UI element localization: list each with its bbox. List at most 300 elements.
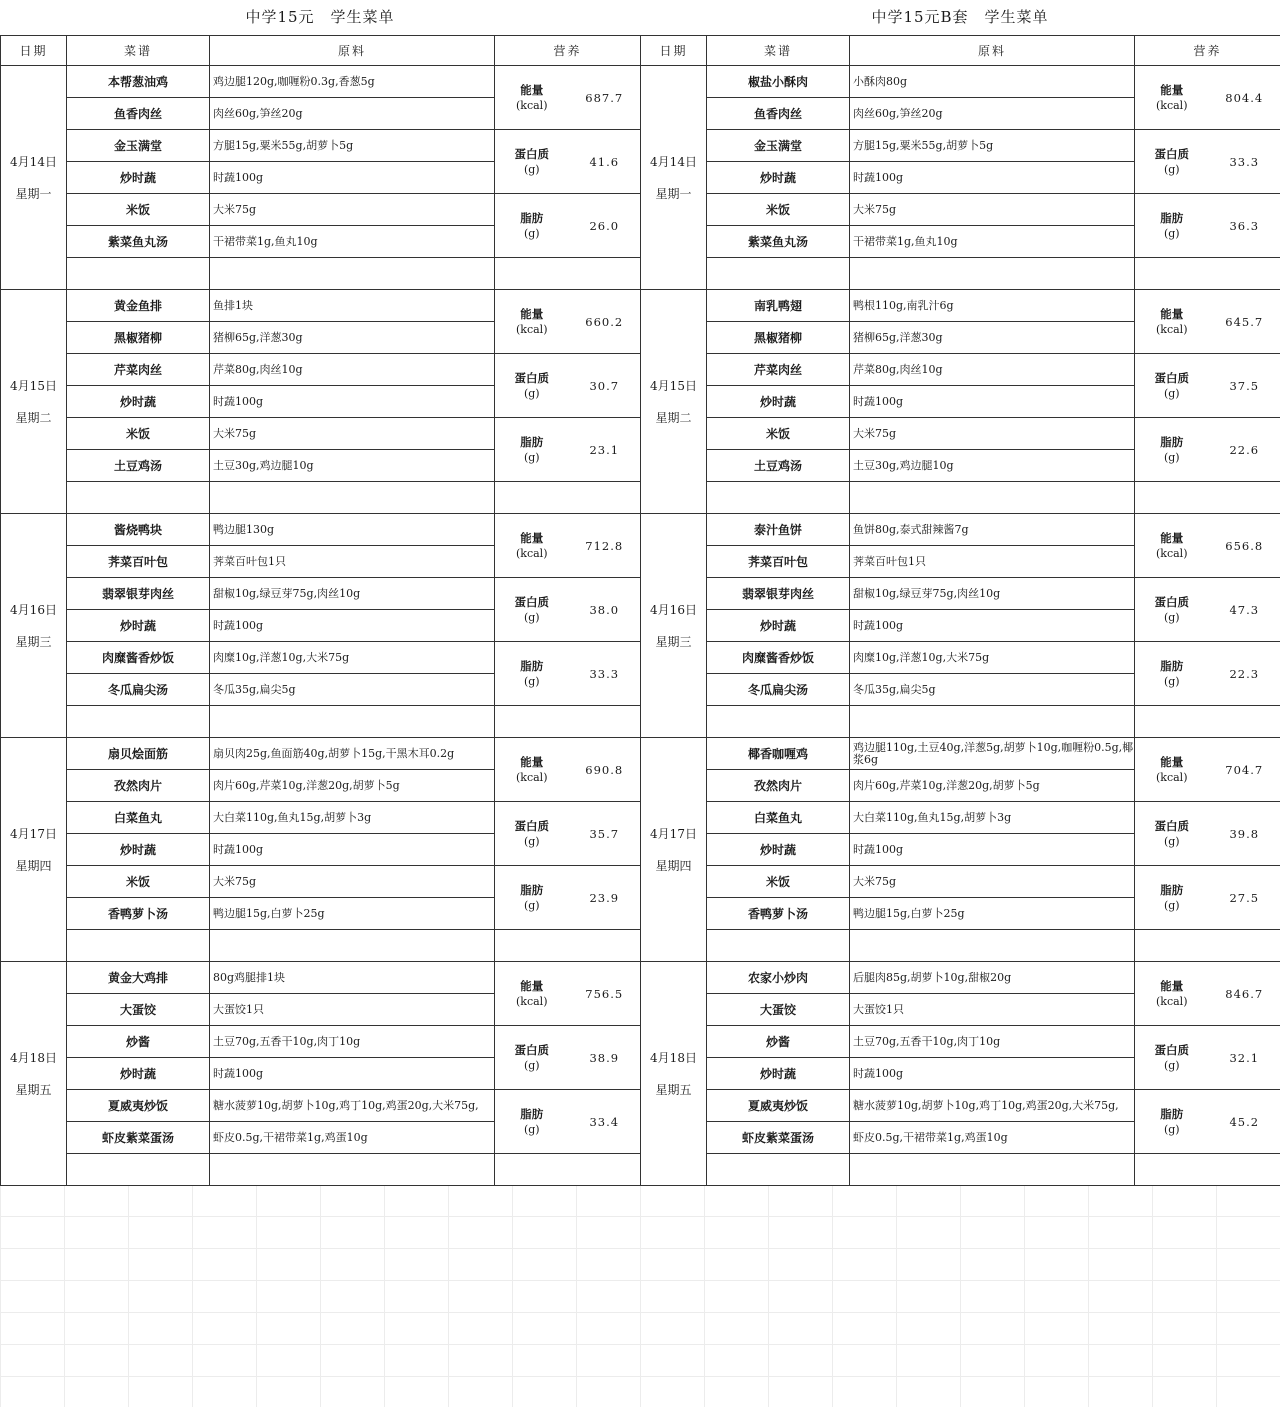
- table-row: [641, 290, 1280, 322]
- nutrition-value-energy: 656.8: [1209, 514, 1280, 578]
- nutrition-unit: (kcal): [1156, 994, 1188, 1008]
- header-dish: 菜谱: [67, 36, 210, 66]
- nutrition-unit: (kcal): [1156, 98, 1188, 112]
- dish-name: 炒时蔬: [707, 610, 850, 642]
- nutrition-value-protein: 32.1: [1209, 1026, 1280, 1090]
- dish-name: 虾皮紫菜蛋汤: [707, 1122, 850, 1154]
- dish-name: 鱼香肉丝: [707, 98, 850, 130]
- dish-ingredients: 大蛋饺1只: [850, 994, 1135, 1026]
- dish-name: 米饭: [707, 418, 850, 450]
- dish-name: 土豆鸡汤: [67, 450, 210, 482]
- dish-name: 炒时蔬: [67, 386, 210, 418]
- nutrition-unit: (g): [523, 1122, 540, 1136]
- nutrition-unit: (kcal): [516, 322, 548, 336]
- date: 4月16日: [650, 602, 697, 617]
- table-row: [641, 802, 1280, 834]
- dish-name: 芹菜肉丝: [707, 354, 850, 386]
- dish-ingredients: 冬瓜35g,扁尖5g: [850, 674, 1135, 706]
- dish-ingredients: 大米75g: [210, 418, 495, 450]
- nutrition-value-energy: 846.7: [1209, 962, 1280, 1026]
- dish-ingredients: 时蔬100g: [850, 162, 1135, 194]
- nutrition-value-fat: 36.3: [1209, 194, 1280, 258]
- header-ingredients: 原料: [850, 36, 1135, 66]
- empty-cell: [1135, 482, 1280, 514]
- dish-name: 米饭: [67, 866, 210, 898]
- dish-name: 金玉满堂: [67, 130, 210, 162]
- nutrition-value-fat: 26.0: [569, 194, 641, 258]
- menu-title: 中学15元 学生菜单: [0, 0, 640, 35]
- empty-cell: [707, 706, 850, 738]
- table-row: [641, 706, 1280, 738]
- dish-ingredients: 芹菜80g,肉丝10g: [850, 354, 1135, 386]
- nutrition-label-protein: [1135, 1026, 1209, 1090]
- header-dish: 菜谱: [707, 36, 850, 66]
- dish-ingredients: 干裙带菜1g,鱼丸10g: [850, 226, 1135, 258]
- nutrition-value-protein: 38.9: [569, 1026, 641, 1090]
- weekday: 星期四: [15, 858, 52, 873]
- table-row: [641, 482, 1280, 514]
- dish-name: 紫菜鱼丸汤: [67, 226, 210, 258]
- table-row: [641, 514, 1280, 546]
- nutrition-label-energy: [495, 514, 569, 578]
- menu-table: [0, 35, 641, 1186]
- date-cell: [1, 290, 67, 514]
- nutrition-name: 脂肪: [520, 434, 544, 449]
- empty-cell: [210, 1154, 495, 1186]
- nutrition-value-protein: 37.5: [1209, 354, 1280, 418]
- dish-name: 南乳鸭翅: [707, 290, 850, 322]
- table-row: [1, 418, 641, 450]
- nutrition-name: 能量: [1160, 306, 1184, 321]
- nutrition-value-protein: 41.6: [569, 130, 641, 194]
- empty-cell: [67, 706, 210, 738]
- nutrition-label-protein: [1135, 130, 1209, 194]
- nutrition-value-fat: 23.1: [569, 418, 641, 482]
- nutrition-name: 蛋白质: [514, 594, 549, 609]
- table-row: [641, 642, 1280, 674]
- menu-right: [640, 0, 1280, 1186]
- nutrition-name: 脂肪: [520, 210, 544, 225]
- nutrition-label-protein: [1135, 578, 1209, 642]
- table-row: [641, 1154, 1280, 1186]
- dish-name: 炒酱: [67, 1026, 210, 1058]
- table-row: [1, 738, 641, 770]
- dish-ingredients: 冬瓜35g,扁尖5g: [210, 674, 495, 706]
- dish-name: 夏威夷炒饭: [707, 1090, 850, 1122]
- nutrition-name: 脂肪: [1160, 1106, 1184, 1121]
- nutrition-value-energy: 804.4: [1209, 66, 1280, 130]
- table-row: [1, 930, 641, 962]
- nutrition-label-fat: [1135, 866, 1209, 930]
- dish-ingredients: 虾皮0.5g,干裙带菜1g,鸡蛋10g: [210, 1122, 495, 1154]
- menu-title: 中学15元B套 学生菜单: [640, 0, 1280, 35]
- empty-cell: [1135, 258, 1280, 290]
- menu-left: [0, 0, 640, 1186]
- nutrition-label-fat: [1135, 642, 1209, 706]
- nutrition-value-energy: 712.8: [569, 514, 641, 578]
- nutrition-value-protein: 33.3: [1209, 130, 1280, 194]
- date-cell: [1, 514, 67, 738]
- empty-cell: [1135, 1154, 1280, 1186]
- nutrition-label-fat: [495, 418, 569, 482]
- date-cell: [641, 514, 707, 738]
- nutrition-unit: (kcal): [516, 994, 548, 1008]
- date-cell: [1, 738, 67, 962]
- header-nutrition: 营养: [495, 36, 641, 66]
- header-nutrition: 营养: [1135, 36, 1280, 66]
- table-row: [641, 258, 1280, 290]
- dish-ingredients: 鸡边腿120g,咖喱粉0.3g,香葱5g: [210, 66, 495, 98]
- empty-cell: [67, 930, 210, 962]
- date: 4月18日: [10, 1050, 57, 1065]
- nutrition-name: 脂肪: [520, 1106, 544, 1121]
- dish-name: 荠菜百叶包: [67, 546, 210, 578]
- empty-cell: [850, 706, 1135, 738]
- dish-name: 酱烧鸭块: [67, 514, 210, 546]
- nutrition-label-energy: [495, 66, 569, 130]
- dish-name: 冬瓜扁尖汤: [707, 674, 850, 706]
- nutrition-name: 蛋白质: [514, 370, 549, 385]
- dish-ingredients: 大蛋饺1只: [210, 994, 495, 1026]
- dish-name: 鱼香肉丝: [67, 98, 210, 130]
- nutrition-unit: (g): [1163, 162, 1180, 176]
- dish-name: 孜然肉片: [67, 770, 210, 802]
- weekday: 星期三: [655, 634, 692, 649]
- table-row: [1, 578, 641, 610]
- nutrition-name: 能量: [520, 978, 544, 993]
- table-row: [1, 130, 641, 162]
- menu-body: [1, 66, 641, 1186]
- empty-cell: [210, 258, 495, 290]
- nutrition-value-energy: 645.7: [1209, 290, 1280, 354]
- dish-ingredients: 土豆70g,五香干10g,肉丁10g: [210, 1026, 495, 1058]
- dish-name: 炒时蔬: [707, 834, 850, 866]
- weekday: 星期二: [15, 410, 52, 425]
- dish-ingredients: 甜椒10g,绿豆芽75g,肉丝10g: [850, 578, 1135, 610]
- dish-ingredients: 大米75g: [850, 418, 1135, 450]
- dish-name: 白菜鱼丸: [707, 802, 850, 834]
- dish-name: 荠菜百叶包: [707, 546, 850, 578]
- nutrition-label-fat: [1135, 194, 1209, 258]
- nutrition-unit: (kcal): [516, 98, 548, 112]
- empty-cell: [495, 930, 641, 962]
- table-row: [641, 66, 1280, 98]
- nutrition-unit: (g): [523, 674, 540, 688]
- dish-ingredients: 荠菜百叶包1只: [850, 546, 1135, 578]
- nutrition-value-protein: 30.7: [569, 354, 641, 418]
- weekday: 星期一: [15, 186, 52, 201]
- dish-ingredients: 鸭边腿15g,白萝卜25g: [850, 898, 1135, 930]
- nutrition-label-fat: [1135, 418, 1209, 482]
- dish-ingredients: 后腿肉85g,胡萝卜10g,甜椒20g: [850, 962, 1135, 994]
- nutrition-unit: (g): [523, 450, 540, 464]
- header-ingredients: 原料: [210, 36, 495, 66]
- table-row: [1, 962, 641, 994]
- nutrition-value-fat: 22.6: [1209, 418, 1280, 482]
- dish-name: 椰香咖喱鸡: [707, 738, 850, 770]
- dish-ingredients: 肉糜10g,洋葱10g,大米75g: [850, 642, 1135, 674]
- dish-ingredients: 猪柳65g,洋葱30g: [850, 322, 1135, 354]
- nutrition-name: 脂肪: [1160, 210, 1184, 225]
- menu-table: [640, 35, 1280, 1186]
- nutrition-name: 脂肪: [520, 882, 544, 897]
- dish-name: 土豆鸡汤: [707, 450, 850, 482]
- empty-cell: [67, 258, 210, 290]
- dish-ingredients: 甜椒10g,绿豆芽75g,肉丝10g: [210, 578, 495, 610]
- nutrition-name: 蛋白质: [1154, 594, 1189, 609]
- table-row: [1, 482, 641, 514]
- empty-cell: [850, 930, 1135, 962]
- dish-ingredients: 时蔬100g: [210, 834, 495, 866]
- nutrition-value-protein: 47.3: [1209, 578, 1280, 642]
- dish-ingredients: 鱼饼80g,泰式甜辣酱7g: [850, 514, 1135, 546]
- table-row: [641, 578, 1280, 610]
- nutrition-unit: (kcal): [1156, 322, 1188, 336]
- nutrition-value-protein: 38.0: [569, 578, 641, 642]
- nutrition-unit: (g): [1163, 226, 1180, 240]
- nutrition-label-protein: [1135, 354, 1209, 418]
- nutrition-value-fat: 23.9: [569, 866, 641, 930]
- header-date: 日期: [641, 36, 707, 66]
- dish-name: 米饭: [707, 866, 850, 898]
- empty-cell: [67, 1154, 210, 1186]
- nutrition-value-protein: 39.8: [1209, 802, 1280, 866]
- table-row: [1, 66, 641, 98]
- nutrition-value-energy: 660.2: [569, 290, 641, 354]
- dish-name: 炒时蔬: [67, 1058, 210, 1090]
- weekday: 星期二: [655, 410, 692, 425]
- table-row: [1, 706, 641, 738]
- dish-ingredients: 时蔬100g: [850, 1058, 1135, 1090]
- dish-name: 白菜鱼丸: [67, 802, 210, 834]
- nutrition-label-protein: [495, 802, 569, 866]
- weekday: 星期五: [15, 1082, 52, 1097]
- dish-name: 冬瓜扁尖汤: [67, 674, 210, 706]
- dish-ingredients: 时蔬100g: [210, 1058, 495, 1090]
- nutrition-value-fat: 33.4: [569, 1090, 641, 1154]
- nutrition-label-protein: [495, 354, 569, 418]
- dish-name: 黑椒猪柳: [707, 322, 850, 354]
- nutrition-value-protein: 35.7: [569, 802, 641, 866]
- table-row: [641, 962, 1280, 994]
- date: 4月14日: [650, 154, 697, 169]
- dish-ingredients: 大米75g: [850, 866, 1135, 898]
- dish-ingredients: 时蔬100g: [850, 386, 1135, 418]
- table-row: [1, 866, 641, 898]
- table-row: [641, 194, 1280, 226]
- dish-ingredients: 方腿15g,粟米55g,胡萝卜5g: [210, 130, 495, 162]
- dish-ingredients: 方腿15g,粟米55g,胡萝卜5g: [850, 130, 1135, 162]
- nutrition-unit: (g): [1163, 834, 1180, 848]
- nutrition-value-energy: 687.7: [569, 66, 641, 130]
- dish-ingredients: 荠菜百叶包1只: [210, 546, 495, 578]
- empty-cell: [850, 482, 1135, 514]
- dish-ingredients: 鸭边腿15g,白萝卜25g: [210, 898, 495, 930]
- date-cell: [1, 962, 67, 1186]
- nutrition-name: 脂肪: [1160, 434, 1184, 449]
- nutrition-name: 蛋白质: [1154, 818, 1189, 833]
- dish-name: 翡翠银芽肉丝: [67, 578, 210, 610]
- dish-ingredients: 时蔬100g: [850, 610, 1135, 642]
- nutrition-unit: (kcal): [516, 770, 548, 784]
- dish-name: 农家小炒肉: [707, 962, 850, 994]
- nutrition-unit: (g): [523, 1058, 540, 1072]
- dish-ingredients: 糖水菠萝10g,胡萝卜10g,鸡丁10g,鸡蛋20g,大米75g,: [850, 1090, 1135, 1122]
- dish-ingredients: 鸭根110g,南乳汁6g: [850, 290, 1135, 322]
- weekday: 星期一: [655, 186, 692, 201]
- table-row: [641, 738, 1280, 770]
- nutrition-unit: (g): [523, 898, 540, 912]
- table-row: [1, 354, 641, 386]
- header-date: 日期: [1, 36, 67, 66]
- date: 4月15日: [650, 378, 697, 393]
- nutrition-name: 蛋白质: [1154, 146, 1189, 161]
- dish-name: 大蛋饺: [67, 994, 210, 1026]
- date: 4月15日: [10, 378, 57, 393]
- dish-name: 芹菜肉丝: [67, 354, 210, 386]
- empty-cell: [707, 482, 850, 514]
- nutrition-unit: (g): [1163, 610, 1180, 624]
- nutrition-unit: (g): [523, 834, 540, 848]
- dish-name: 香鸭萝卜汤: [707, 898, 850, 930]
- table-row: [1, 802, 641, 834]
- date: 4月17日: [650, 826, 697, 841]
- empty-cell: [707, 1154, 850, 1186]
- date: 4月18日: [650, 1050, 697, 1065]
- nutrition-name: 能量: [1160, 978, 1184, 993]
- table-row: [641, 930, 1280, 962]
- nutrition-name: 脂肪: [1160, 658, 1184, 673]
- nutrition-value-fat: 22.3: [1209, 642, 1280, 706]
- dish-name: 扇贝烩面筋: [67, 738, 210, 770]
- dish-ingredients: 扇贝肉25g,鱼面筋40g,胡萝卜15g,干黑木耳0.2g: [210, 738, 495, 770]
- dish-ingredients: 猪柳65g,洋葱30g: [210, 322, 495, 354]
- dish-name: 孜然肉片: [707, 770, 850, 802]
- nutrition-name: 能量: [520, 306, 544, 321]
- nutrition-label-energy: [1135, 290, 1209, 354]
- table-row: [641, 1090, 1280, 1122]
- empty-cell: [495, 706, 641, 738]
- dish-ingredients: 肉糜10g,洋葱10g,大米75g: [210, 642, 495, 674]
- nutrition-label-energy: [495, 290, 569, 354]
- table-row: [641, 130, 1280, 162]
- date-cell: [641, 738, 707, 962]
- dish-name: 香鸭萝卜汤: [67, 898, 210, 930]
- dish-ingredients: 鸡边腿110g,土豆40g,洋葱5g,胡萝卜10g,咖喱粉0.5g,椰浆6g: [850, 738, 1135, 770]
- nutrition-label-energy: [495, 738, 569, 802]
- nutrition-unit: (g): [523, 162, 540, 176]
- dish-name: 黑椒猪柳: [67, 322, 210, 354]
- menu-body: [641, 66, 1280, 1186]
- dish-name: 夏威夷炒饭: [67, 1090, 210, 1122]
- dish-ingredients: 土豆70g,五香干10g,肉丁10g: [850, 1026, 1135, 1058]
- dish-name: 翡翠银芽肉丝: [707, 578, 850, 610]
- dish-name: 椒盐小酥肉: [707, 66, 850, 98]
- empty-cell: [67, 482, 210, 514]
- date: 4月14日: [10, 154, 57, 169]
- table-row: [1, 258, 641, 290]
- nutrition-label-protein: [495, 130, 569, 194]
- weekday: 星期四: [655, 858, 692, 873]
- dish-name: 炒时蔬: [707, 1058, 850, 1090]
- dish-ingredients: 大米75g: [850, 194, 1135, 226]
- table-row: [1, 1154, 641, 1186]
- nutrition-unit: (g): [523, 386, 540, 400]
- nutrition-label-fat: [1135, 1090, 1209, 1154]
- dish-ingredients: 时蔬100g: [210, 162, 495, 194]
- date-cell: [641, 962, 707, 1186]
- nutrition-label-energy: [1135, 66, 1209, 130]
- table-row: [1, 1090, 641, 1122]
- empty-cell: [707, 930, 850, 962]
- empty-cell: [1135, 930, 1280, 962]
- nutrition-value-fat: 27.5: [1209, 866, 1280, 930]
- dish-name: 炒时蔬: [67, 162, 210, 194]
- nutrition-label-protein: [1135, 802, 1209, 866]
- nutrition-label-fat: [495, 642, 569, 706]
- date-cell: [1, 66, 67, 290]
- nutrition-name: 蛋白质: [514, 146, 549, 161]
- dish-ingredients: 鱼排1块: [210, 290, 495, 322]
- table-row: [1, 1026, 641, 1058]
- empty-cell: [495, 258, 641, 290]
- nutrition-name: 能量: [520, 754, 544, 769]
- dish-ingredients: 虾皮0.5g,干裙带菜1g,鸡蛋10g: [850, 1122, 1135, 1154]
- nutrition-unit: (g): [1163, 898, 1180, 912]
- nutrition-name: 蛋白质: [514, 1042, 549, 1057]
- dish-name: 米饭: [67, 418, 210, 450]
- nutrition-name: 蛋白质: [1154, 370, 1189, 385]
- table-row: [1, 194, 641, 226]
- nutrition-value-energy: 690.8: [569, 738, 641, 802]
- nutrition-name: 能量: [520, 530, 544, 545]
- dish-ingredients: 鸭边腿130g: [210, 514, 495, 546]
- nutrition-name: 脂肪: [1160, 882, 1184, 897]
- dish-ingredients: 大白菜110g,鱼丸15g,胡萝卜3g: [210, 802, 495, 834]
- dish-name: 黄金鱼排: [67, 290, 210, 322]
- dish-ingredients: 肉丝60g,笋丝20g: [210, 98, 495, 130]
- empty-cell: [210, 930, 495, 962]
- dish-ingredients: 肉片60g,芹菜10g,洋葱20g,胡萝卜5g: [210, 770, 495, 802]
- dish-ingredients: 时蔬100g: [210, 610, 495, 642]
- table-row: [641, 418, 1280, 450]
- nutrition-unit: (g): [1163, 450, 1180, 464]
- nutrition-unit: (kcal): [1156, 546, 1188, 560]
- nutrition-name: 蛋白质: [514, 818, 549, 833]
- nutrition-label-fat: [495, 1090, 569, 1154]
- dish-name: 虾皮紫菜蛋汤: [67, 1122, 210, 1154]
- dish-name: 紫菜鱼丸汤: [707, 226, 850, 258]
- nutrition-name: 能量: [1160, 530, 1184, 545]
- dish-ingredients: 时蔬100g: [850, 834, 1135, 866]
- table-row: [1, 290, 641, 322]
- table-row: [641, 1026, 1280, 1058]
- empty-cell: [495, 1154, 641, 1186]
- nutrition-unit: (kcal): [1156, 770, 1188, 784]
- nutrition-unit: (g): [1163, 674, 1180, 688]
- table-row: [1, 642, 641, 674]
- nutrition-name: 能量: [520, 82, 544, 97]
- table-row: [641, 866, 1280, 898]
- dish-ingredients: 肉片60g,芹菜10g,洋葱20g,胡萝卜5g: [850, 770, 1135, 802]
- dish-ingredients: 大米75g: [210, 194, 495, 226]
- dish-name: 大蛋饺: [707, 994, 850, 1026]
- dish-name: 炒酱: [707, 1026, 850, 1058]
- nutrition-name: 脂肪: [520, 658, 544, 673]
- dish-name: 米饭: [707, 194, 850, 226]
- dish-ingredients: 时蔬100g: [210, 386, 495, 418]
- weekday: 星期三: [15, 634, 52, 649]
